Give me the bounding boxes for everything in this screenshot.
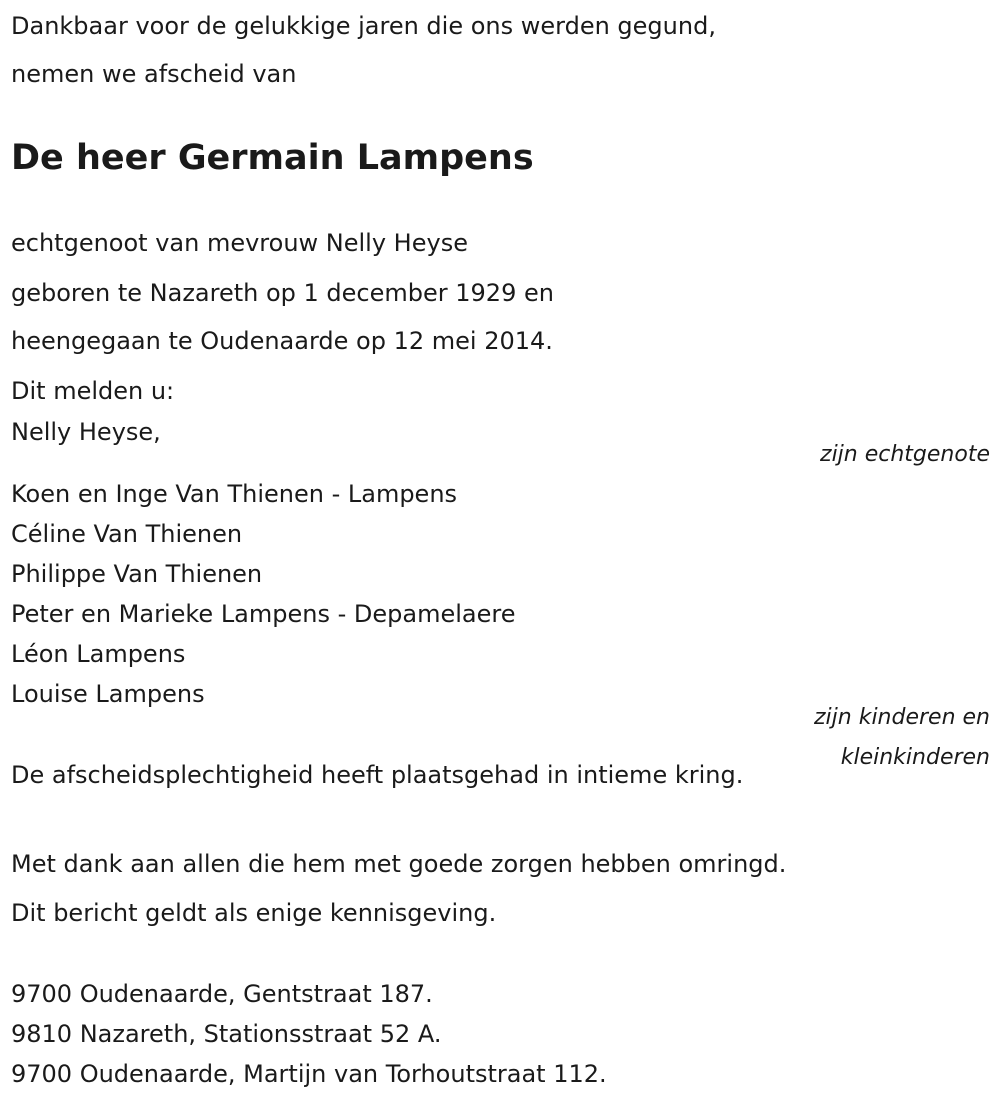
- list-item: Léon Lampens: [11, 640, 186, 668]
- intro-line-2: nemen we afscheid van: [11, 60, 297, 88]
- deceased-name: De heer Germain Lampens: [11, 138, 534, 178]
- thanks-text: Met dank aan allen die hem met goede zorgen hebben omringd.: [11, 850, 787, 878]
- address-line: 9700 Oudenaarde, Gentstraat 187.: [11, 980, 433, 1008]
- list-item: Louise Lampens: [11, 680, 205, 708]
- spouse-name: Nelly Heyse,: [11, 418, 161, 446]
- died-line: heengegaan te Oudenaarde op 12 mei 2014.: [11, 327, 553, 355]
- notice-text: Dit bericht geldt als enige kennisgeving.: [11, 899, 497, 927]
- announcers-heading: Dit melden u:: [11, 377, 175, 405]
- spouse-line: echtgenoot van mevrouw Nelly Heyse: [11, 229, 468, 257]
- address-list: [11, 974, 607, 1094]
- family-list: [11, 474, 515, 714]
- address-line: 9810 Nazareth, Stationsstraat 52 A.: [11, 1020, 442, 1048]
- family-role-line-2: kleinkinderen: [840, 745, 990, 770]
- ceremony-text: De afscheidsplechtigheid heeft plaatsgehad in intieme kring.: [11, 761, 744, 789]
- list-item: Philippe Van Thienen: [11, 560, 263, 588]
- spouse-role: zijn echtgenote: [820, 442, 990, 467]
- list-item: Peter en Marieke Lampens - Depamelaere: [11, 600, 516, 628]
- family-role-line-1: zijn kinderen en: [814, 705, 990, 730]
- intro-line-1: Dankbaar voor de gelukkige jaren die ons werden gegund,: [11, 12, 716, 40]
- address-line: 9700 Oudenaarde, Martijn van Torhoutstraat 112.: [11, 1060, 607, 1088]
- born-line: geboren te Nazareth op 1 december 1929 en: [11, 279, 554, 307]
- list-item: Koen en Inge Van Thienen - Lampens: [11, 480, 458, 508]
- list-item: Céline Van Thienen: [11, 520, 243, 548]
